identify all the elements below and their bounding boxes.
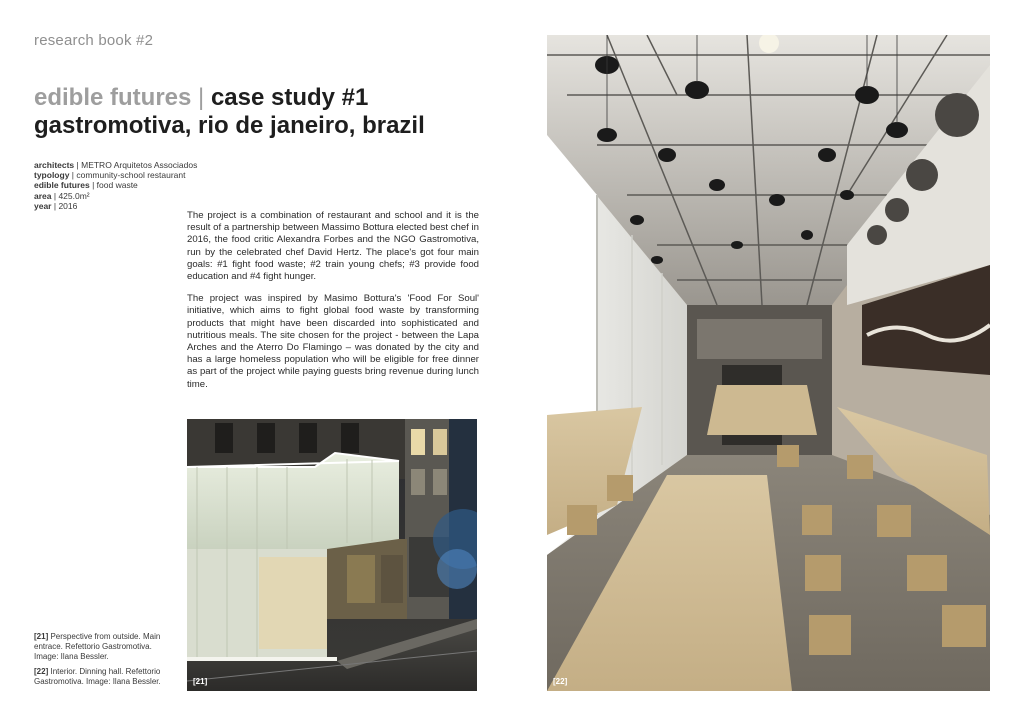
title-case: case study #1 bbox=[210, 84, 369, 111]
meta-row-area bbox=[34, 191, 197, 201]
meta-value: 2016 bbox=[58, 200, 78, 211]
meta-row-architects bbox=[34, 160, 197, 170]
caption-22 bbox=[34, 667, 174, 687]
figure-tag-22: [22] bbox=[553, 677, 568, 686]
meta-key: edible futures bbox=[34, 180, 90, 191]
meta-separator: | bbox=[74, 160, 82, 170]
caption-21 bbox=[34, 632, 174, 662]
meta-separator: | bbox=[69, 170, 77, 181]
meta-key: architects bbox=[34, 160, 75, 170]
meta-separator: | bbox=[51, 200, 59, 211]
caption-text: Interior. Dinning hall. Refettorio Gastromotiva. Image: Ilana Bessler. bbox=[34, 667, 161, 686]
title-separator: | bbox=[198, 84, 205, 111]
body-paragraph-2: The project was inspired by Masimo Bottura's 'Food For Soul' initiative, which aims to fight global food waste by transforming products that might have been discarded into sophisticated and nutritious meals. The site chosen for the project - between the Lapa Arches and the Aterro Do Flamingo – was donated by the city and has a large homeless population who will be eligible for free dinner as part of the project while paying guests bring revenue during lunch time. bbox=[187, 293, 479, 390]
exterior-illustration bbox=[187, 419, 477, 691]
title-block bbox=[34, 84, 514, 140]
meta-separator: | bbox=[51, 190, 59, 201]
caption-number: [22] bbox=[34, 667, 49, 676]
meta-value: METRO Arquitetos Associados bbox=[81, 160, 198, 170]
caption-text: Perspective from outside. Main entrace. Refettorio Gastromotiva. Image: Ilana Bessler. bbox=[34, 632, 161, 661]
meta-key: area bbox=[34, 190, 52, 201]
figure-tag-21: [21] bbox=[193, 677, 208, 686]
body-paragraph-1: The project is a combination of restaurant and school and it is the result of a partnership between Massimo Bottura elected best chef in 2016, the food critic Alexandra Forbes and the NGO Gastromotiva, run by the celebrated chef David Hertz. The place's got four main goals: #1 fight food waste; #2 train young chefs; #3 provide food education and #4 fight hunger. bbox=[187, 210, 479, 283]
caption-number: [21] bbox=[34, 632, 49, 641]
meta-value: community-school restaurant bbox=[76, 170, 186, 181]
interior-illustration bbox=[547, 35, 990, 691]
title-line-1 bbox=[34, 84, 514, 112]
photo-exterior bbox=[187, 419, 477, 691]
running-header: research book #2 bbox=[34, 32, 154, 49]
meta-row-edible-futures bbox=[34, 180, 197, 190]
project-meta bbox=[34, 160, 197, 211]
meta-value: 425.0m² bbox=[58, 190, 90, 201]
title-subtitle: gastromotiva, rio de janeiro, brazil bbox=[34, 112, 425, 139]
meta-key: typology bbox=[34, 170, 70, 181]
meta-row-typology bbox=[34, 170, 197, 180]
title-prefix: edible futures bbox=[34, 84, 192, 111]
meta-separator: | bbox=[89, 180, 97, 191]
body-text bbox=[187, 210, 479, 401]
figure-captions bbox=[34, 632, 174, 692]
meta-value: food waste bbox=[96, 180, 138, 191]
photo-interior bbox=[547, 35, 990, 691]
meta-row-year bbox=[34, 201, 197, 211]
meta-key: year bbox=[34, 200, 52, 211]
